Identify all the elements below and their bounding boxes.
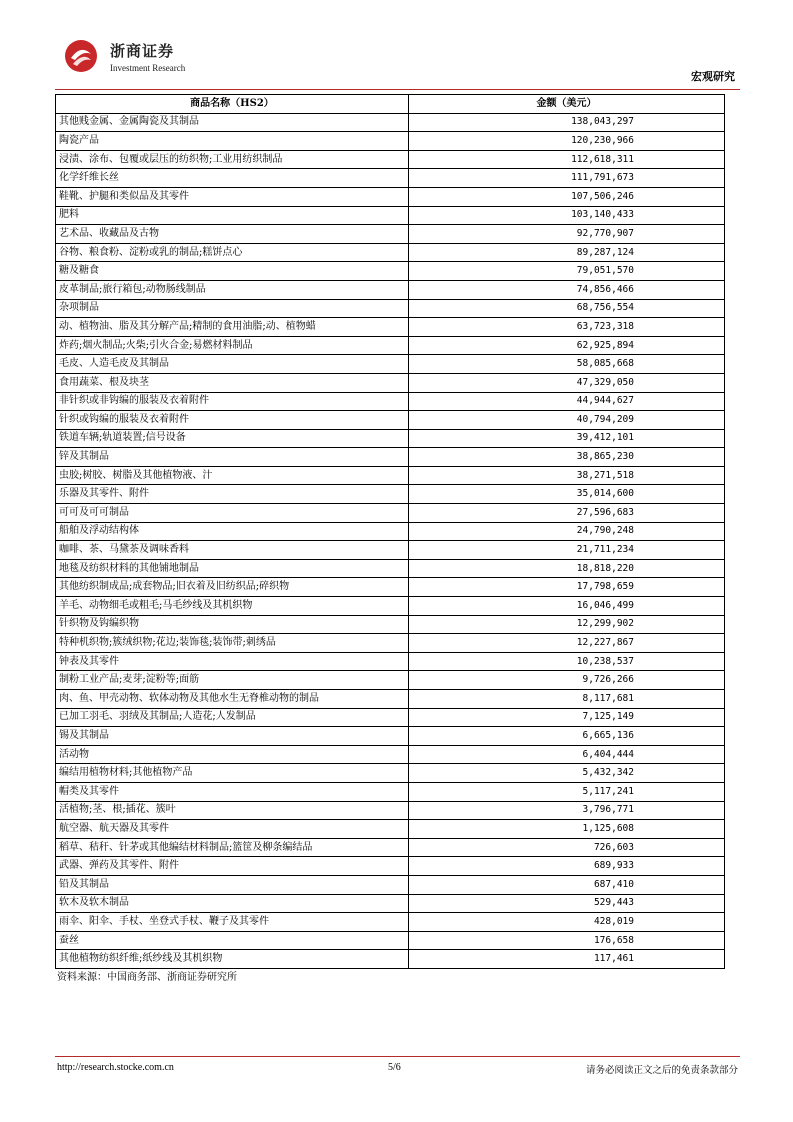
commodity-name-cell: 其他贱金属、金属陶瓷及其制品 xyxy=(56,113,409,132)
commodity-name-cell: 针织或钩编的服装及衣着附件 xyxy=(56,411,409,430)
commodity-name-cell: 动、植物油、脂及其分解产品;精制的食用油脂;动、植物蜡 xyxy=(56,318,409,337)
table-row xyxy=(56,671,725,690)
amount-cell: 428,019 xyxy=(409,913,725,932)
table-row xyxy=(56,615,725,634)
amount-cell: 529,443 xyxy=(409,894,725,913)
table-row xyxy=(56,782,725,801)
table-row xyxy=(56,187,725,206)
amount-cell: 1,125,608 xyxy=(409,820,725,839)
header-divider xyxy=(55,89,740,90)
amount-cell: 44,944,627 xyxy=(409,392,725,411)
table-row xyxy=(56,634,725,653)
table-row xyxy=(56,262,725,281)
commodity-name-cell: 钟表及其零件 xyxy=(56,652,409,671)
table-row xyxy=(56,894,725,913)
table-row xyxy=(56,597,725,616)
amount-cell: 3,796,771 xyxy=(409,801,725,820)
commodity-name-cell: 浸渍、涂布、包覆或层压的纺织物;工业用纺织制品 xyxy=(56,150,409,169)
amount-cell: 58,085,668 xyxy=(409,355,725,374)
brand-name-cn: 浙商证券 xyxy=(110,42,175,60)
commodity-table xyxy=(55,94,725,969)
amount-cell: 62,925,894 xyxy=(409,336,725,355)
table-row xyxy=(56,708,725,727)
footer-url-link[interactable]: http://research.stocke.com.cn xyxy=(57,1062,174,1073)
commodity-name-cell: 雨伞、阳伞、手杖、坐登式手杖、鞭子及其零件 xyxy=(56,913,409,932)
amount-cell: 68,756,554 xyxy=(409,299,725,318)
disclaimer-note: 请务必阅读正文之后的免责条款部分 xyxy=(585,1065,738,1076)
commodity-name-cell: 编结用植物材料;其他植物产品 xyxy=(56,764,409,783)
table-row xyxy=(56,541,725,560)
commodity-name-cell: 软木及软木制品 xyxy=(56,894,409,913)
commodity-name-cell: 特种机织物;簇绒织物;花边;装饰毯;装饰带;刺绣品 xyxy=(56,634,409,653)
table-row xyxy=(56,299,725,318)
amount-cell: 111,791,673 xyxy=(409,169,725,188)
amount-cell: 40,794,209 xyxy=(409,411,725,430)
amount-cell: 689,933 xyxy=(409,857,725,876)
amount-cell: 38,271,518 xyxy=(409,466,725,485)
amount-cell: 27,596,683 xyxy=(409,504,725,523)
amount-cell: 38,865,230 xyxy=(409,448,725,467)
table-row xyxy=(56,280,725,299)
commodity-name-cell: 武器、弹药及其零件、附件 xyxy=(56,857,409,876)
table-row xyxy=(56,559,725,578)
brand-logo-icon xyxy=(63,38,99,74)
amount-cell: 35,014,600 xyxy=(409,485,725,504)
table-row xyxy=(56,243,725,262)
table-row xyxy=(56,931,725,950)
amount-cell: 24,790,248 xyxy=(409,522,725,541)
table-row xyxy=(56,169,725,188)
commodity-name-cell: 针织物及钩编织物 xyxy=(56,615,409,634)
commodity-name-cell: 陶瓷产品 xyxy=(56,132,409,151)
amount-cell: 12,299,902 xyxy=(409,615,725,634)
amount-cell: 79,051,570 xyxy=(409,262,725,281)
table-row xyxy=(56,801,725,820)
amount-cell: 107,506,246 xyxy=(409,187,725,206)
amount-cell: 5,117,241 xyxy=(409,782,725,801)
table-row xyxy=(56,318,725,337)
commodity-name-cell: 羊毛、动物细毛或粗毛;马毛纱线及其机织物 xyxy=(56,597,409,616)
commodity-name-cell: 活动物 xyxy=(56,745,409,764)
table-row xyxy=(56,522,725,541)
table-body xyxy=(56,113,725,968)
amount-cell: 17,798,659 xyxy=(409,578,725,597)
amount-cell: 47,329,050 xyxy=(409,373,725,392)
commodity-name-cell: 乐器及其零件、附件 xyxy=(56,485,409,504)
table-row xyxy=(56,411,725,430)
amount-cell: 39,412,101 xyxy=(409,429,725,448)
footer-divider xyxy=(55,1056,740,1057)
commodity-name-cell: 肉、鱼、甲壳动物、软体动物及其他水生无脊椎动物的制品 xyxy=(56,690,409,709)
commodity-name-cell: 铁道车辆;轨道装置;信号设备 xyxy=(56,429,409,448)
amount-cell: 138,043,297 xyxy=(409,113,725,132)
table-row xyxy=(56,132,725,151)
commodity-name-cell: 铅及其制品 xyxy=(56,875,409,894)
amount-cell: 8,117,681 xyxy=(409,690,725,709)
amount-cell: 103,140,433 xyxy=(409,206,725,225)
table-row xyxy=(56,727,725,746)
table-row xyxy=(56,336,725,355)
table-row xyxy=(56,373,725,392)
table-row xyxy=(56,225,725,244)
commodity-name-cell: 其他纺织制成品;成套物品;旧衣着及旧纺织品;碎织物 xyxy=(56,578,409,597)
amount-cell: 92,770,907 xyxy=(409,225,725,244)
commodity-name-cell: 化学纤维长丝 xyxy=(56,169,409,188)
commodity-name-cell: 活植物;茎、根;插花、簇叶 xyxy=(56,801,409,820)
amount-cell: 21,711,234 xyxy=(409,541,725,560)
commodity-name-cell: 毛皮、人造毛皮及其制品 xyxy=(56,355,409,374)
commodity-name-cell: 可可及可可制品 xyxy=(56,504,409,523)
commodity-name-cell: 肥料 xyxy=(56,206,409,225)
commodity-name-cell: 锡及其制品 xyxy=(56,727,409,746)
table-row xyxy=(56,150,725,169)
source-note: 资料来源：中国商务部、浙商证券研究所 xyxy=(57,972,237,983)
table-row xyxy=(56,206,725,225)
commodity-name-cell: 锌及其制品 xyxy=(56,448,409,467)
amount-cell: 16,046,499 xyxy=(409,597,725,616)
table-row xyxy=(56,392,725,411)
commodity-name-cell: 蚕丝 xyxy=(56,931,409,950)
commodity-name-cell: 咖啡、茶、马黛茶及调味香料 xyxy=(56,541,409,560)
commodity-name-cell: 帽类及其零件 xyxy=(56,782,409,801)
table-row xyxy=(56,578,725,597)
commodity-name-cell: 鞋靴、护腿和类似品及其零件 xyxy=(56,187,409,206)
amount-cell: 10,238,537 xyxy=(409,652,725,671)
table-row xyxy=(56,838,725,857)
commodity-name-cell: 制粉工业产品;麦芽;淀粉等;面筋 xyxy=(56,671,409,690)
amount-cell: 74,856,466 xyxy=(409,280,725,299)
commodity-name-cell: 航空器、航天器及其零件 xyxy=(56,820,409,839)
table-header-row xyxy=(56,95,725,114)
commodity-name-cell: 非针织或非钩编的服装及衣着附件 xyxy=(56,392,409,411)
table-row xyxy=(56,820,725,839)
table-row xyxy=(56,485,725,504)
amount-cell: 112,618,311 xyxy=(409,150,725,169)
table-row xyxy=(56,764,725,783)
table-row xyxy=(56,875,725,894)
commodity-name-cell: 谷物、粮食粉、淀粉或乳的制品;糕饼点心 xyxy=(56,243,409,262)
table-row xyxy=(56,652,725,671)
amount-cell: 176,658 xyxy=(409,931,725,950)
amount-cell: 687,410 xyxy=(409,875,725,894)
report-type-label: 宏观研究 xyxy=(691,70,735,83)
column-header-name: 商品名称（HS2） xyxy=(56,95,409,114)
commodity-name-cell: 虫胶;树胶、树脂及其他植物液、汁 xyxy=(56,466,409,485)
commodity-name-cell: 糖及糖食 xyxy=(56,262,409,281)
table-row xyxy=(56,690,725,709)
table-row xyxy=(56,913,725,932)
page-number: 5/6 xyxy=(388,1062,401,1073)
amount-cell: 9,726,266 xyxy=(409,671,725,690)
amount-cell: 5,432,342 xyxy=(409,764,725,783)
commodity-name-cell: 稻草、秸秆、针茅或其他编结材料制品;篮筐及柳条编结品 xyxy=(56,838,409,857)
page-header xyxy=(55,28,737,88)
commodity-name-cell: 皮革制品;旅行箱包;动物肠线制品 xyxy=(56,280,409,299)
column-header-amount: 金额（美元） xyxy=(409,95,725,114)
amount-cell: 117,461 xyxy=(409,950,725,969)
table-row xyxy=(56,355,725,374)
amount-cell: 726,603 xyxy=(409,838,725,857)
amount-cell: 18,818,220 xyxy=(409,559,725,578)
commodity-name-cell: 船舶及浮动结构体 xyxy=(56,522,409,541)
commodity-name-cell: 杂项制品 xyxy=(56,299,409,318)
commodity-name-cell: 食用蔬菜、根及块茎 xyxy=(56,373,409,392)
table-row xyxy=(56,504,725,523)
amount-cell: 7,125,149 xyxy=(409,708,725,727)
commodity-name-cell: 其他植物纺织纤维;纸纱线及其机织物 xyxy=(56,950,409,969)
commodity-name-cell: 已加工羽毛、羽绒及其制品;人造花;人发制品 xyxy=(56,708,409,727)
amount-cell: 6,665,136 xyxy=(409,727,725,746)
amount-cell: 63,723,318 xyxy=(409,318,725,337)
commodity-name-cell: 地毯及纺织材料的其他铺地制品 xyxy=(56,559,409,578)
table-row xyxy=(56,745,725,764)
amount-cell: 6,404,444 xyxy=(409,745,725,764)
table-row xyxy=(56,857,725,876)
table-row xyxy=(56,466,725,485)
table-row xyxy=(56,429,725,448)
amount-cell: 89,287,124 xyxy=(409,243,725,262)
commodity-name-cell: 艺术品、收藏品及古物 xyxy=(56,225,409,244)
table-row xyxy=(56,448,725,467)
amount-cell: 120,230,966 xyxy=(409,132,725,151)
commodity-name-cell: 炸药;烟火制品;火柴;引火合金;易燃材料制品 xyxy=(56,336,409,355)
amount-cell: 12,227,867 xyxy=(409,634,725,653)
table-row xyxy=(56,113,725,132)
table-row xyxy=(56,950,725,969)
brand-name-en: Investment Research xyxy=(110,63,186,73)
